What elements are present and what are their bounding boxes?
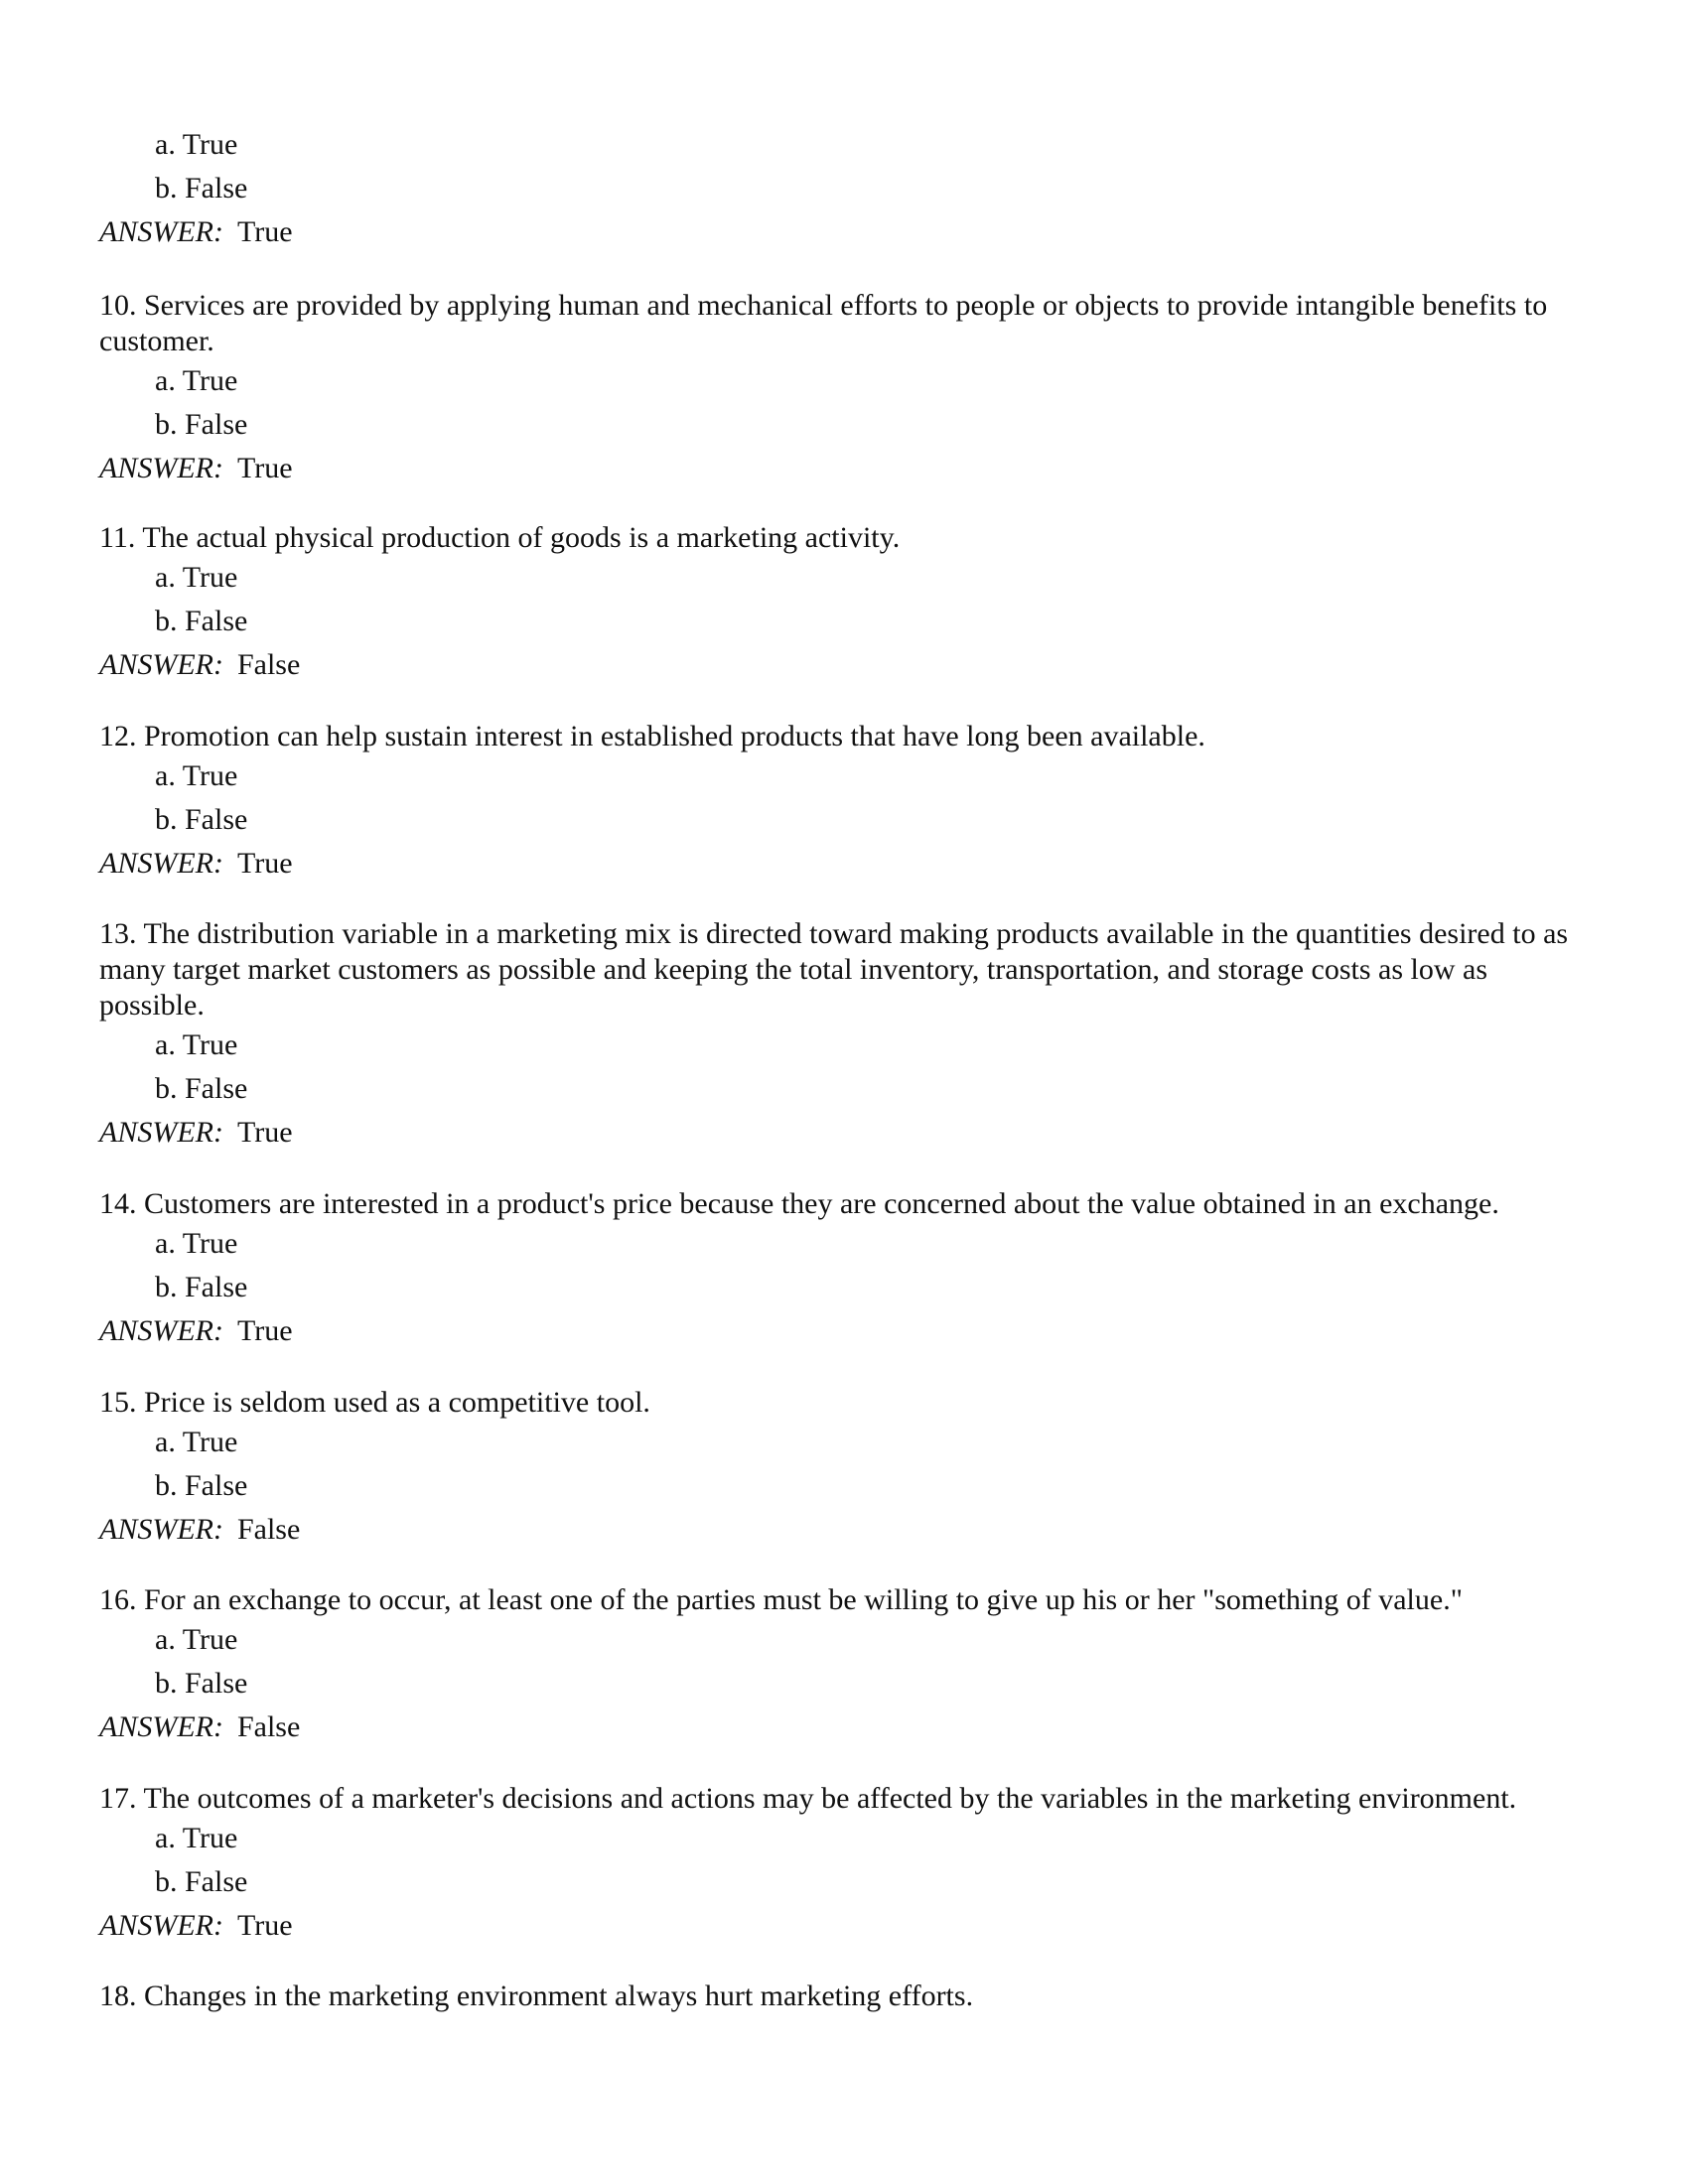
answer-label: ANSWER: — [99, 1710, 223, 1743]
question-17 — [99, 1781, 1589, 1948]
answer-line — [99, 1508, 1589, 1552]
question-11 — [99, 520, 1589, 687]
answer-label: ANSWER: — [99, 847, 223, 880]
answer-label: ANSWER: — [99, 1116, 223, 1149]
question-text: 12. Promotion can help sustain interest in established products that have long been available. — [99, 720, 1205, 752]
question-14 — [99, 1186, 1589, 1353]
option-false: b. False — [155, 803, 248, 836]
answer-label: ANSWER: — [99, 1909, 223, 1942]
answer-label: ANSWER: — [99, 648, 223, 681]
option-true: a. True — [155, 1623, 238, 1656]
option-true: a. True — [155, 1822, 238, 1854]
option-false: b. False — [155, 1072, 248, 1105]
question-13 — [99, 916, 1589, 1155]
option-false: b. False — [155, 1667, 248, 1700]
answer-line — [99, 1309, 1589, 1353]
answer-line — [99, 1706, 1589, 1749]
option-true: a. True — [155, 364, 238, 397]
option-false: b. False — [155, 1271, 248, 1303]
answer-value: True — [236, 215, 293, 248]
option-true: a. True — [155, 128, 238, 161]
question-text: 14. Customers are interested in a product's price because they are concerned about the value obtained in an exchange. — [99, 1187, 1499, 1220]
question-12 — [99, 719, 1589, 886]
question-9-continuation — [99, 123, 1589, 254]
answer-line — [99, 643, 1589, 687]
question-10 — [99, 288, 1589, 490]
question-text: 10. Services are provided by applying human and mechanical efforts to people or objects to provide intangible benefits to customer. — [99, 289, 1548, 357]
option-false: b. False — [155, 605, 248, 637]
answer-label: ANSWER: — [99, 1314, 223, 1347]
answer-value: True — [236, 1314, 293, 1347]
question-text: 16. For an exchange to occur, at least one of the parties must be willing to give up his or her "something of value." — [99, 1583, 1463, 1616]
option-false: b. False — [155, 1469, 248, 1502]
answer-value: True — [236, 1909, 293, 1942]
question-18 — [99, 1979, 1589, 2014]
answer-value: False — [236, 648, 301, 681]
question-text: 18. Changes in the marketing environment always hurt marketing efforts. — [99, 1979, 974, 2012]
answer-value: True — [236, 847, 293, 880]
option-false: b. False — [155, 1865, 248, 1898]
option-true: a. True — [155, 561, 238, 594]
answer-label: ANSWER: — [99, 452, 223, 484]
option-true: a. True — [155, 1227, 238, 1260]
question-text: 11. The actual physical production of goods is a marketing activity. — [99, 521, 901, 554]
question-text: 15. Price is seldom used as a competitive tool. — [99, 1386, 650, 1419]
answer-value: False — [236, 1513, 301, 1546]
question-16 — [99, 1582, 1589, 1749]
option-true: a. True — [155, 1028, 238, 1061]
answer-value: False — [236, 1710, 301, 1743]
question-text: 17. The outcomes of a marketer's decisions and actions may be affected by the variables in the marketing environment. — [99, 1782, 1517, 1815]
answer-line — [99, 842, 1589, 886]
option-false: b. False — [155, 172, 248, 205]
question-15 — [99, 1385, 1589, 1552]
answer-line — [99, 1111, 1589, 1155]
question-text: 13. The distribution variable in a marketing mix is directed toward making products available in the quantities desired to as many target market customers as possible and keeping the total inventory, transportation, and storage costs as low as possible. — [99, 917, 1569, 1022]
answer-value: True — [236, 1116, 293, 1149]
answer-line — [99, 447, 1589, 490]
answer-line — [99, 1904, 1589, 1948]
option-false: b. False — [155, 408, 248, 441]
answer-label: ANSWER: — [99, 1513, 223, 1546]
answer-label: ANSWER: — [99, 215, 223, 248]
answer-value: True — [236, 452, 293, 484]
option-true: a. True — [155, 759, 238, 792]
option-true: a. True — [155, 1426, 238, 1458]
answer-line — [99, 210, 1589, 254]
